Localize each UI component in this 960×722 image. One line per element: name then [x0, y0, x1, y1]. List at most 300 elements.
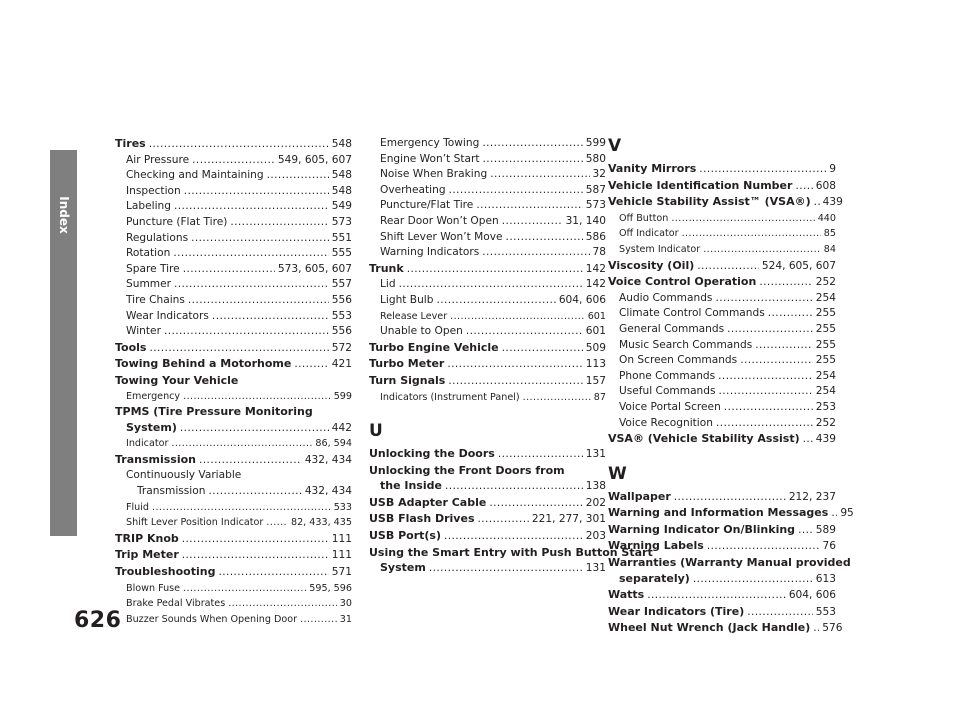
index-entry [369, 511, 606, 528]
entry-term: Voice Recognition [619, 416, 713, 429]
entry-term: USB Port(s) [369, 529, 441, 543]
entry-page-refs[interactable]: 548 [331, 138, 352, 150]
entry-term: Watts [608, 588, 645, 602]
index-subentry [608, 369, 836, 385]
dot-leader [188, 293, 329, 309]
dot-leader [478, 512, 529, 528]
index-entry [608, 194, 843, 211]
entry-page-refs[interactable]: 82, 433, 435 [290, 517, 352, 529]
dot-leader [444, 529, 583, 545]
entry-term: Puncture/Flat Tire [380, 199, 474, 212]
dot-leader [719, 384, 813, 400]
dot-leader [715, 291, 812, 307]
entry-term: Light Bulb [380, 293, 434, 306]
entry-page-refs[interactable]: 599 [585, 137, 606, 149]
section-letter: U [369, 421, 383, 442]
dot-leader [399, 277, 583, 293]
entry-term: Wear Indicators [126, 309, 209, 322]
index-subentry [608, 384, 836, 400]
entry-term: TRIP Knob [115, 531, 179, 545]
dot-leader [747, 605, 813, 621]
dot-leader [482, 136, 582, 152]
dot-leader [436, 293, 555, 309]
index-entry-heading: Continuously Variable [126, 469, 242, 482]
dot-leader [490, 167, 589, 183]
dot-leader [300, 612, 337, 628]
index-entry [115, 356, 352, 373]
entry-term: Warning Indicator On/Blinking [608, 522, 796, 536]
index-entry [115, 452, 352, 469]
entry-term: Wheel Nut Wrench (Jack Handle) [608, 621, 811, 635]
entry-page-refs[interactable]: 549, 605, 607 [277, 153, 352, 166]
entry-page-refs[interactable]: 553 [815, 605, 836, 618]
entry-page-refs[interactable]: 32 [592, 168, 606, 181]
entry-page-refs[interactable]: 253 [815, 400, 836, 413]
index-entry [608, 274, 836, 291]
entry-term: Blown Fuse [126, 582, 181, 594]
dot-leader [506, 230, 583, 246]
index-subentry [115, 612, 352, 628]
index-subentry [369, 183, 606, 199]
dot-leader [768, 306, 813, 322]
index-subentry [608, 322, 836, 338]
dot-leader [152, 500, 331, 516]
entry-page-refs[interactable]: 85 [823, 228, 836, 240]
entry-term: Voice Portal Screen [619, 400, 721, 413]
index-subentry [608, 353, 836, 369]
dot-leader [798, 523, 813, 539]
dot-leader [447, 357, 582, 373]
dot-leader [697, 259, 759, 275]
dot-leader [171, 436, 312, 452]
dot-leader [228, 596, 337, 612]
entry-page-refs[interactable]: 95 [840, 507, 854, 520]
entry-term: Unlocking the Doors [369, 447, 495, 461]
entry-page-refs[interactable]: 613 [815, 572, 836, 585]
dot-leader [429, 561, 583, 577]
entry-page-refs[interactable]: 142 [585, 278, 606, 291]
index-subentry [608, 306, 836, 322]
index-subentry [608, 338, 836, 354]
side-tab-label: Index [56, 196, 71, 234]
index-subentry [115, 324, 352, 340]
entry-page-refs[interactable]: 113 [585, 358, 606, 371]
entry-page-refs[interactable]: 439 [815, 433, 836, 446]
index-side-tab [50, 150, 77, 536]
index-subentry [369, 390, 606, 406]
dot-leader [724, 400, 813, 416]
index-subentry [369, 324, 606, 340]
entry-page-refs[interactable]: 604, 606 [558, 293, 606, 306]
dot-leader [740, 353, 813, 369]
entry-term: Useful Commands [619, 385, 716, 398]
index-subentry [115, 581, 352, 597]
entry-term: Emergency Towing [380, 137, 480, 149]
entry-term: Music Search Commands [619, 338, 753, 351]
dot-leader [502, 214, 563, 230]
entry-term: On Screen Commands [619, 354, 738, 367]
dot-leader [814, 195, 820, 211]
dot-leader [174, 199, 329, 215]
entry-page-refs[interactable]: 587 [585, 183, 606, 196]
entry-term: the Inside [380, 479, 442, 493]
entry-term: Vehicle Identification Number [608, 178, 793, 192]
entry-page-refs[interactable]: 556 [331, 293, 352, 306]
entry-term: Air Pressure [126, 153, 190, 166]
entry-term: Buzzer Sounds When Opening Door [126, 613, 298, 625]
dot-leader [671, 211, 814, 227]
index-entry [608, 431, 836, 448]
index-entry [369, 356, 606, 373]
entry-page-refs[interactable]: 254 [815, 369, 836, 382]
dot-leader [448, 374, 582, 390]
entry-term: Inspection [126, 184, 181, 197]
dot-leader [795, 179, 812, 195]
dot-leader [476, 198, 582, 214]
dot-leader [759, 275, 812, 291]
index-entry [608, 178, 836, 195]
index-subentry [115, 168, 352, 184]
entry-term: USB Adapter Cable [369, 495, 487, 509]
entry-page-refs[interactable]: 221, 277, 301 [531, 513, 606, 526]
dot-leader [445, 479, 583, 495]
entry-term: Off Button [619, 212, 669, 224]
entry-page-refs[interactable]: 439 [822, 196, 843, 209]
index-entry [608, 571, 836, 588]
dot-leader [647, 588, 786, 604]
dot-leader [703, 242, 821, 258]
index-subentry [115, 199, 352, 215]
index-entry [369, 261, 606, 278]
entry-page-refs[interactable]: 608 [815, 179, 836, 192]
index-entry [115, 564, 352, 581]
entry-term: Fluid [126, 501, 150, 513]
entry-term: Wear Indicators (Tire) [608, 604, 745, 618]
index-subentry [369, 277, 606, 293]
dot-leader [164, 324, 329, 340]
index-column-3 [608, 136, 854, 637]
entry-term: Indicators (Instrument Panel) [380, 391, 520, 403]
index-column-1 [115, 136, 352, 627]
entry-term: separately) [619, 571, 690, 585]
index-subentry [115, 246, 352, 262]
index-subentry [115, 389, 352, 405]
entry-term: Warning Labels [608, 539, 704, 553]
dot-leader [230, 215, 328, 231]
dot-leader [674, 490, 786, 506]
entry-page-refs[interactable]: 571 [331, 566, 352, 579]
index-subentry [115, 309, 352, 325]
dot-leader [180, 421, 329, 437]
entry-page-refs[interactable]: 9 [829, 163, 836, 175]
entry-page-refs[interactable]: 555 [331, 247, 352, 260]
entry-page-refs[interactable]: 421 [331, 358, 352, 371]
entry-term: Wallpaper [608, 489, 671, 503]
index-subentry [115, 436, 352, 452]
entry-page-refs[interactable]: 142 [585, 262, 606, 275]
dot-leader [523, 390, 591, 406]
entry-page-refs[interactable]: 76 [822, 540, 836, 553]
entry-page-refs[interactable]: 604, 606 [788, 589, 836, 602]
entry-page-refs[interactable]: 432, 434 [304, 453, 352, 466]
entry-term: USB Flash Drives [369, 512, 475, 526]
index-subentry [115, 277, 352, 293]
index-entry [369, 495, 606, 512]
entry-page-refs[interactable]: 548 [331, 169, 352, 182]
index-subentry [369, 230, 606, 246]
entry-page-refs[interactable]: 138 [585, 480, 606, 493]
entry-page-refs[interactable]: 533 [333, 501, 352, 513]
entry-page-refs[interactable]: 551 [331, 231, 352, 244]
dot-leader [716, 416, 813, 432]
entry-term: Phone Commands [619, 369, 716, 382]
dot-leader [502, 341, 583, 357]
index-subentry [369, 245, 606, 261]
dot-leader [483, 152, 583, 168]
entry-page-refs[interactable]: 599 [333, 390, 352, 402]
entry-term: Tire Chains [126, 293, 185, 306]
entry-page-refs[interactable]: 255 [815, 354, 836, 367]
entry-term: Brake Pedal Vibrates [126, 598, 226, 610]
index-entry [369, 373, 606, 390]
dot-leader [831, 506, 837, 522]
entry-term: Turbo Meter [369, 357, 445, 371]
index-entry [608, 620, 843, 637]
entry-page-refs[interactable]: 30 [339, 598, 352, 610]
entry-page-refs[interactable]: 572 [331, 341, 352, 354]
index-subentry [608, 211, 836, 227]
entry-term: System [380, 561, 426, 575]
entry-page-refs[interactable]: 255 [815, 338, 836, 351]
entry-page-refs[interactable]: 553 [331, 309, 352, 322]
index-entry-heading: Unlocking the Front Doors from [369, 463, 565, 477]
index-entry [369, 560, 606, 577]
index-entry [115, 136, 352, 153]
entry-page-refs[interactable]: 573 [331, 215, 352, 228]
entry-page-refs[interactable]: 86, 594 [315, 438, 352, 450]
entry-page-refs[interactable]: 254 [815, 385, 836, 398]
dot-leader [191, 231, 329, 247]
index-subentry [608, 291, 836, 307]
dot-leader [182, 548, 329, 564]
index-subentry [115, 153, 352, 169]
entry-page-refs[interactable]: 440 [817, 212, 836, 224]
entry-page-refs[interactable]: 131 [585, 562, 606, 575]
entry-page-refs[interactable]: 432, 434 [304, 485, 352, 498]
entry-term: Trunk [369, 261, 404, 275]
index-entry [369, 528, 606, 545]
entry-page-refs[interactable]: 254 [815, 291, 836, 304]
dot-leader [149, 137, 329, 153]
index-subentry [369, 152, 606, 168]
entry-term: Rear Door Won’t Open [380, 214, 499, 227]
entry-term: General Commands [619, 322, 725, 335]
index-entry [608, 604, 836, 621]
entry-term: Rotation [126, 247, 171, 260]
dot-leader [803, 432, 813, 448]
dot-leader [267, 168, 329, 184]
entry-term: Labeling [126, 200, 171, 213]
entry-page-refs[interactable]: 573, 605, 607 [277, 262, 352, 275]
page-number: 626 [74, 608, 122, 633]
dot-leader [184, 184, 329, 200]
index-subentry [608, 242, 836, 258]
entry-page-refs[interactable]: 157 [585, 374, 606, 387]
index-entry [608, 489, 836, 506]
dot-leader [498, 447, 583, 463]
entry-term: Engine Won’t Start [380, 152, 480, 165]
dot-leader [450, 309, 585, 325]
entry-term: Trip Meter [115, 548, 179, 562]
dot-leader [294, 357, 328, 373]
entry-page-refs[interactable]: 31 [339, 613, 352, 625]
entry-page-refs[interactable]: 548 [331, 184, 352, 197]
dot-leader [199, 453, 302, 469]
entry-term: Puncture (Flat Tire) [126, 215, 228, 228]
entry-page-refs[interactable]: 557 [331, 278, 352, 291]
entry-page-refs[interactable]: 212, 237 [788, 490, 836, 503]
entry-page-refs[interactable]: 111 [331, 549, 352, 562]
entry-term: Regulations [126, 231, 189, 244]
entry-page-refs[interactable]: 576 [822, 622, 843, 635]
entry-page-refs[interactable]: 111 [331, 532, 352, 545]
entry-page-refs[interactable]: 549 [331, 200, 352, 213]
index-subentry [369, 309, 606, 325]
dot-leader [266, 515, 288, 531]
index-entry [115, 531, 352, 548]
entry-term: Summer [126, 278, 171, 291]
entry-term: Shift Lever Won’t Move [380, 230, 503, 243]
dot-leader [449, 183, 583, 199]
entry-term: Transmission [137, 485, 206, 498]
dot-leader [212, 309, 329, 325]
dot-leader [182, 532, 329, 548]
entry-term: Checking and Maintaining [126, 169, 264, 182]
dot-leader [466, 324, 583, 340]
dot-leader [718, 369, 813, 385]
index-entry [115, 340, 352, 357]
dot-leader [407, 262, 583, 278]
entry-term: Vehicle Stability Assist™ (VSA®) [608, 195, 811, 209]
dot-leader [482, 245, 589, 261]
entry-page-refs[interactable]: 255 [815, 307, 836, 320]
entry-term: Indicator [126, 438, 169, 450]
index-entry [608, 538, 836, 555]
entry-term: Off Indicator [619, 228, 679, 240]
index-subentry [369, 198, 606, 214]
entry-page-refs[interactable]: 442 [331, 421, 352, 434]
entry-term: Tires [115, 137, 146, 150]
entry-page-refs[interactable]: 556 [331, 325, 352, 338]
entry-page-refs[interactable]: 601 [587, 310, 606, 322]
entry-term: Unable to Open [380, 325, 463, 338]
index-entry [369, 340, 606, 357]
entry-term: System) [126, 420, 177, 434]
index-entry [369, 478, 606, 495]
dot-leader [183, 581, 306, 597]
entry-page-refs[interactable]: 78 [592, 246, 606, 259]
index-entry [608, 161, 836, 178]
entry-term: Emergency [126, 390, 181, 402]
index-entry [608, 587, 836, 604]
index-subentry [115, 596, 352, 612]
entry-page-refs[interactable]: 203 [585, 530, 606, 543]
entry-term: Noise When Braking [380, 168, 488, 181]
index-subentry [115, 231, 352, 247]
entry-term: VSA® (Vehicle Stability Assist) [608, 432, 800, 446]
dot-leader [682, 226, 821, 242]
entry-page-refs[interactable]: 84 [823, 243, 836, 255]
entry-term: Winter [126, 325, 161, 338]
section-letter: V [608, 136, 622, 156]
index-subentry [115, 262, 352, 278]
dot-leader [183, 389, 331, 405]
entry-page-refs[interactable]: 580 [585, 152, 606, 165]
entry-page-refs[interactable]: 31, 140 [565, 214, 606, 227]
dot-leader [813, 621, 819, 637]
entry-term: Warning and Information Messages [608, 506, 829, 520]
entry-page-refs[interactable]: 595, 596 [309, 582, 352, 594]
dot-leader [218, 565, 328, 581]
index-subentry [369, 214, 606, 230]
dot-leader [727, 322, 813, 338]
index-subentry [369, 293, 606, 309]
entry-page-refs[interactable]: 131 [585, 448, 606, 461]
entry-page-refs[interactable]: 524, 605, 607 [761, 259, 836, 272]
index-entry [115, 547, 352, 564]
entry-page-refs[interactable]: 601 [585, 325, 606, 338]
entry-term: Lid [380, 278, 396, 291]
entry-term: Audio Commands [619, 291, 713, 304]
dot-leader [173, 246, 328, 262]
entry-page-refs[interactable]: 586 [585, 230, 606, 243]
dot-leader [755, 338, 813, 354]
index-subentry [608, 416, 836, 432]
entry-term: System Indicator [619, 243, 701, 255]
entry-term: Transmission [115, 452, 197, 466]
entry-page-refs[interactable]: 255 [815, 322, 836, 335]
entry-term: Turn Signals [369, 373, 446, 387]
entry-page-refs[interactable]: 509 [585, 341, 606, 354]
entry-term: Release Lever [380, 310, 448, 322]
index-subentry [115, 484, 352, 500]
index-entry [115, 420, 352, 437]
dot-leader [149, 341, 328, 357]
entry-page-refs[interactable]: 87 [593, 391, 606, 403]
index-entry [608, 258, 836, 275]
entry-page-refs[interactable]: 252 [815, 276, 836, 289]
index-subentry [369, 167, 606, 183]
entry-term: Turbo Engine Vehicle [369, 340, 499, 354]
entry-page-refs[interactable]: 202 [585, 496, 606, 509]
dot-leader [699, 162, 826, 178]
entry-term: Climate Control Commands [619, 307, 765, 320]
entry-term: Warning Indicators [380, 246, 480, 259]
dot-leader [693, 572, 813, 588]
index-subentry [115, 293, 352, 309]
index-subentry [608, 226, 836, 242]
entry-term: Vanity Mirrors [608, 162, 697, 175]
entry-term: Tools [115, 340, 147, 354]
entry-term: Towing Behind a Motorhome [115, 357, 292, 371]
dot-leader [208, 484, 301, 500]
entry-page-refs[interactable]: 573 [585, 199, 606, 212]
entry-page-refs[interactable]: 252 [815, 416, 836, 429]
entry-page-refs[interactable]: 589 [815, 523, 836, 536]
section-letter: W [608, 463, 627, 484]
index-entry-heading: Warranties (Warranty Manual provided [608, 556, 851, 570]
dot-leader [489, 496, 582, 512]
